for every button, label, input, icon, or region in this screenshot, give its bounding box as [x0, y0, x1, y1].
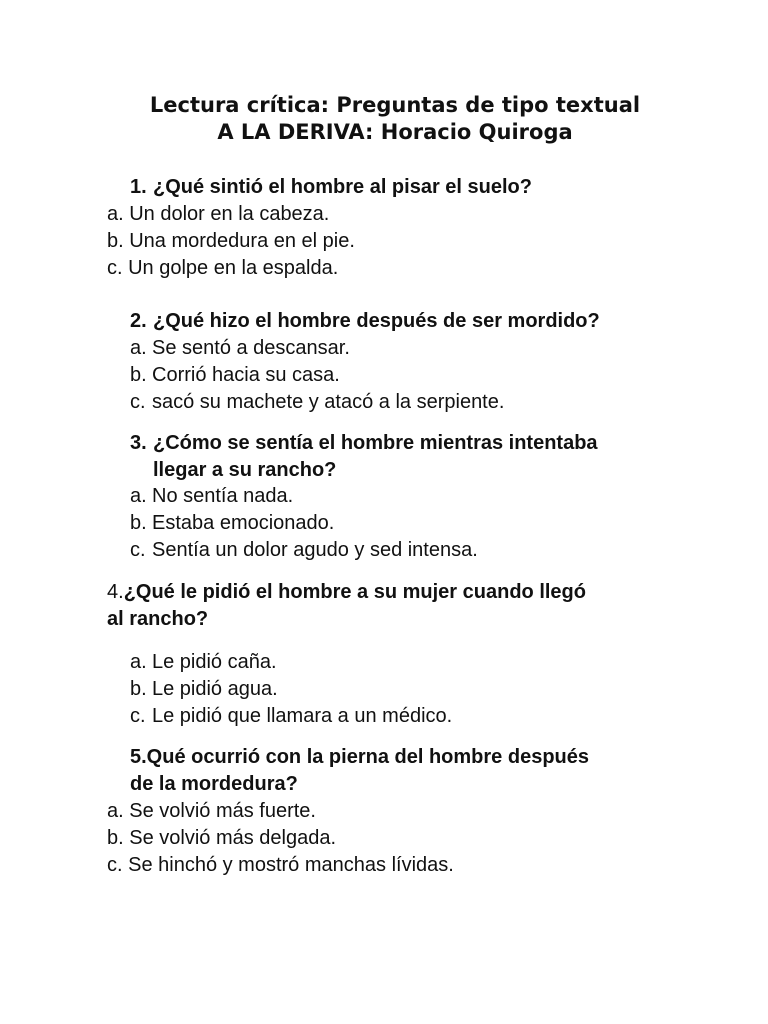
- question-number: 1.: [130, 176, 147, 198]
- option-text: Le pidió que llamara a un médico.: [152, 705, 453, 727]
- option-text: Corrió hacia su casa.: [152, 364, 340, 386]
- question-text: ¿Qué le pidió el hombre a su mujer cuando llegó: [123, 581, 586, 603]
- question-4-continuation: al rancho?: [107, 608, 209, 630]
- option-letter: b.: [130, 364, 147, 386]
- question-2: [130, 308, 600, 335]
- question-text: ¿Qué hizo el hombre después de ser mordido?: [153, 310, 600, 332]
- option-text: Le pidió caña.: [152, 651, 277, 673]
- question-3: [130, 430, 598, 457]
- option-letter: b.: [130, 678, 147, 700]
- option-text: Le pidió agua.: [152, 678, 278, 700]
- option-letter: c.: [130, 391, 146, 413]
- question-1-option-b: b. Una mordedura en el pie.: [107, 230, 355, 252]
- document-subtitle: A LA DERIVA: Horacio Quiroga: [217, 120, 573, 144]
- question-number: 2.: [130, 310, 147, 332]
- question-3-option-c: [130, 537, 478, 564]
- question-1: [130, 174, 532, 201]
- question-5-option-a: a. Se volvió más fuerte.: [107, 800, 316, 822]
- option-letter: c.: [130, 539, 146, 561]
- question-1-option-c: c. Un golpe en la espalda.: [107, 257, 339, 279]
- question-5-option-c: c. Se hinchó y mostró manchas lívidas.: [107, 854, 454, 876]
- question-number: 3.: [130, 432, 147, 454]
- question-text: ¿Cómo se sentía el hombre mientras intentaba: [153, 432, 598, 454]
- option-text: sacó su machete y atacó a la serpiente.: [152, 391, 505, 413]
- question-2-option-b: [130, 362, 340, 389]
- question-1-option-a: a. Un dolor en la cabeza.: [107, 203, 330, 225]
- option-letter: a.: [130, 485, 147, 507]
- question-4: [107, 579, 586, 606]
- option-letter: a.: [130, 651, 147, 673]
- question-text: ¿Qué sintió el hombre al pisar el suelo?: [153, 176, 532, 198]
- option-letter: a.: [130, 337, 147, 359]
- question-3-continuation: llegar a su rancho?: [153, 459, 337, 481]
- option-text: No sentía nada.: [152, 485, 294, 507]
- option-letter: b.: [130, 512, 147, 534]
- option-letter: c.: [130, 705, 146, 727]
- question-4-option-b: [130, 676, 278, 703]
- option-text: Estaba emocionado.: [152, 512, 335, 534]
- document-title: Lectura crítica: Preguntas de tipo textual: [149, 93, 641, 117]
- question-number: 4.: [107, 581, 124, 603]
- option-text: Sentía un dolor agudo y sed intensa.: [152, 539, 478, 561]
- question-5-continuation: de la mordedura?: [130, 773, 298, 795]
- question-4-option-c: [130, 703, 452, 730]
- option-text: Se sentó a descansar.: [152, 337, 350, 359]
- question-5: 5.Qué ocurrió con la pierna del hombre después: [130, 746, 590, 768]
- question-2-option-a: [130, 335, 350, 362]
- question-3-option-b: [130, 510, 334, 537]
- question-5-option-b: b. Se volvió más delgada.: [107, 827, 337, 849]
- question-2-option-c: [130, 389, 504, 416]
- question-3-option-a: [130, 483, 293, 510]
- question-4-option-a: [130, 649, 277, 676]
